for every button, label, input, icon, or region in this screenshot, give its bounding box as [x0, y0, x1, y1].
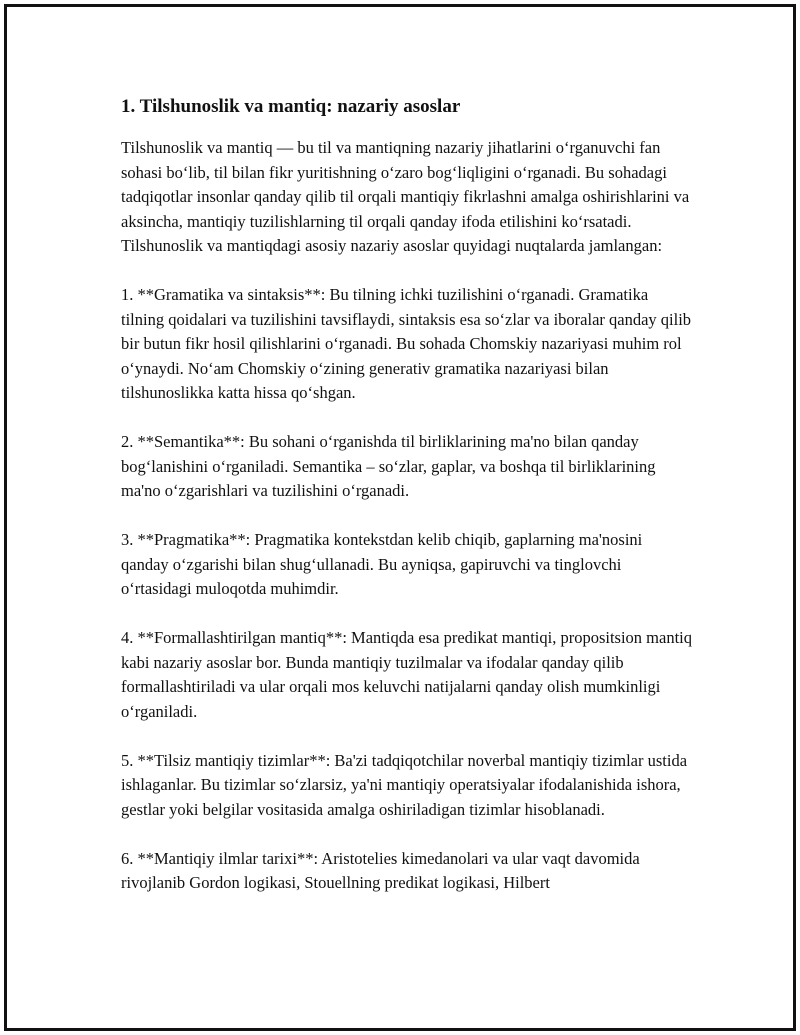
document-body [121, 95, 693, 896]
paragraph-formal-logic: 4. **Formallashtirilgan mantiq**: Mantiqda esa predikat mantiqi, propositsion mantiq kabi nazariy asoslar bor. Bunda mantiqiy tuzilmalar va ifodalar qanday qilib formallashtiriladi va ular orqali mos keluvchi natijalarni qanday olish mumkinligi o‘rganiladi. [121, 628, 692, 721]
intro-paragraph: Tilshunoslik va mantiq — bu til va mantiqning nazariy jihatlarini o‘rganuvchi fan sohasi bo‘lib, til bilan fikr yuritishning o‘zaro bog‘liqligini o‘rganadi. Bu sohadagi tadqiqotlar insonlar qanday qilib til orqali mantiqiy fikrlashni amalga oshirishlarini va aksincha, mantiqiy tuzilishlarning til orqali qanday ifoda etilishini ko‘rsatadi. Tilshunoslik va mantiqdagi asosiy nazariy asoslar quyidagi nuqtalarda jamlangan: [121, 138, 690, 255]
paragraph-nonverbal-logic: 5. **Tilsiz mantiqiy tizimlar**: Ba'zi tadqiqotchilar noverbal mantiqiy tizimlar ustida ishlaganlar. Bu tizimlar so‘zlarsiz, ya'ni mantiqiy operatsiyalar ifodalanishida ishora, gestlar yoki belgilar vositasida amalga oshiriladigan tizimlar hisoblanadi. [121, 750, 688, 819]
page-frame [4, 4, 796, 1031]
paragraph-grammar-syntax: 1. **Gramatika va sintaksis**: Bu tilning ichki tuzilishini o‘rganadi. Gramatika tilning qoidalari va tuzilishini tavsiflaydi, sintaksis esa so‘zlar va iboralar qanday qilib bir butun fikr hosil qilishlarini o‘rganadi. Bu sohada Chomskiy nazariyasi muhim rol o‘ynaydi. No‘am Chomskiy o‘zining generativ gramatika nazariyasi bilan tilshunoslikka katta hissa qo‘shgan. [121, 285, 692, 402]
paragraph-pragmatics: 3. **Pragmatika**: Pragmatika kontekstdan kelib chiqib, gaplarning ma'nosini qanday o‘zgarishi bilan shug‘ullanadi. Bu ayniqsa, gapiruvchi va tinglovchi o‘rtasidagi muloqotda muhimdir. [121, 530, 643, 598]
section-heading: 1. Tilshunoslik va mantiq: nazariy asoslar [121, 96, 461, 117]
paragraph-semantics: 2. **Semantika**: Bu sohani o‘rganishda til birliklarining ma'no bilan qanday bog‘lanishini o‘rganiladi. Semantika – so‘zlar, gaplar, va boshqa til birliklarining ma'no o‘zgarishlari va tuzilishini o‘rganadi. [121, 432, 656, 500]
paragraph-logic-history: 6. **Mantiqiy ilmlar tarixi**: Aristotelies kimedanolari va ular vaqt davomida rivojlanib Gordon logikasi, Stouellning predikat logikasi, Hilbert [121, 848, 640, 892]
